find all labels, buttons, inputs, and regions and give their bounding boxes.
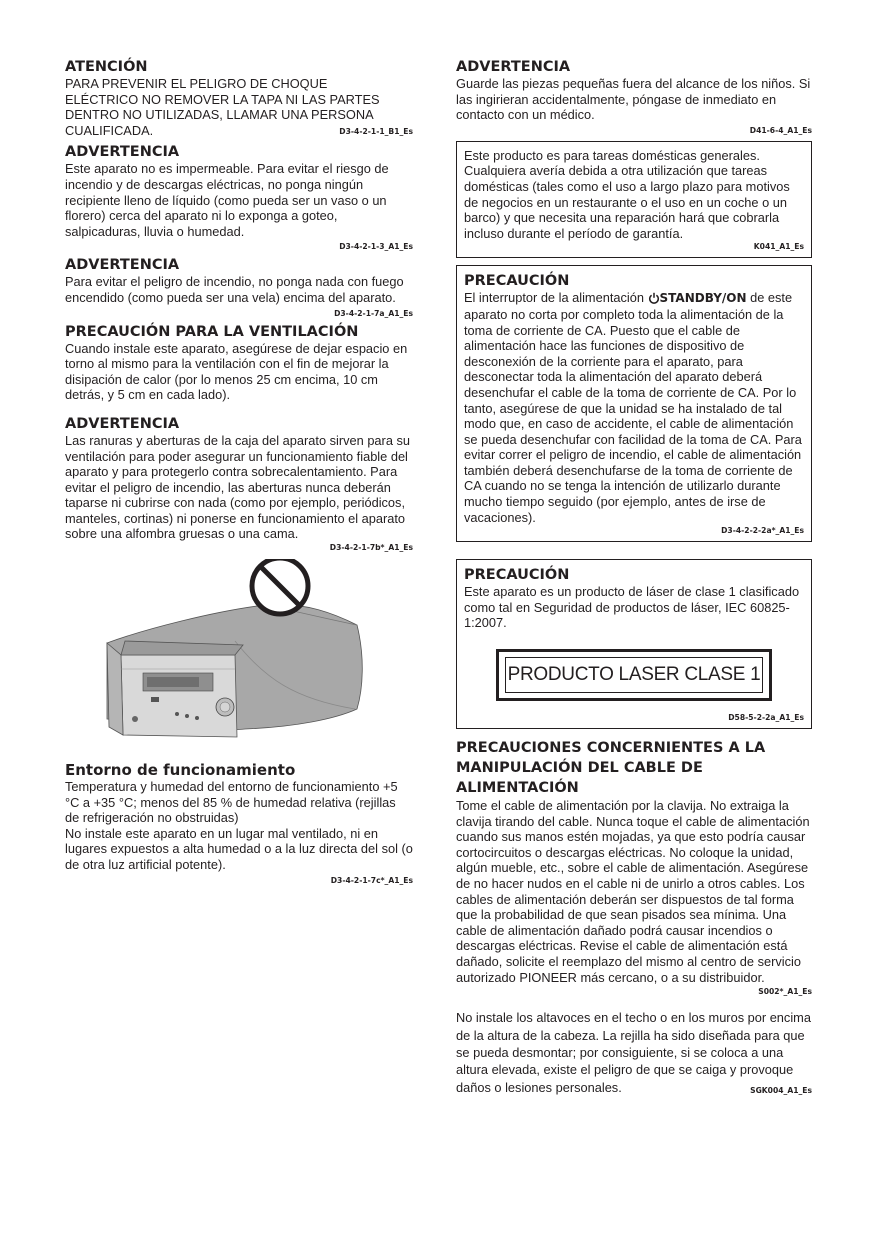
section-text: Este aparato no es impermeable. Para evitar el riesgo de incendio y de descargas eléctricas, no ponga ningún recipiente lleno de líquido (como pueda ser un vaso o un florero) cerca del aparato ni lo exponga a goteo, salpicaduras, lluvia o humedad.: [65, 161, 389, 239]
standby-on-label: STANDBY/ON: [659, 291, 747, 306]
power-cord-section: [456, 738, 812, 997]
atencion-section: [65, 58, 413, 137]
ventilacion-section: [65, 323, 413, 403]
section-title: ADVERTENCIA: [65, 144, 180, 161]
section-text: Temperatura y humedad del entorno de funcionamiento +5 °C a +35 °C; menos del 85 % de humedad relativa (rejillas de refrigeración no obstruidas): [65, 779, 398, 826]
section-title: ATENCIÓN: [65, 59, 148, 75]
section-text-pre: El interruptor de la alimentación: [464, 290, 648, 306]
section-text: Este producto es para tareas domésticas generales. Cualquiera avería debida a otra utilización que tareas domésticas (tales como el uso a largo plazo para motivos de negocios en un restaurante o el uso en un coche o un barco) y que necesita una reparación hará que cobrarla incluso durante el período de garantía.: [464, 147, 790, 241]
section-title: ADVERTENCIA: [456, 59, 571, 75]
laser-class-label-text: PRODUCTO LASER CLASE 1: [505, 657, 763, 693]
section-title: PRECAUCIONES CONCERNIENTES A LA MANIPULACIÓN DEL CABLE DE ALIMENTACIÓN: [456, 740, 766, 797]
domestic-use-box: [456, 141, 812, 259]
reference-code: D3-4-2-1-7b*_A1_Es: [329, 543, 413, 553]
speakers-section: [456, 1009, 812, 1096]
entorno-section: [65, 761, 413, 886]
left-column: [65, 58, 413, 886]
reference-code: D3-4-2-1-1_B1_Es: [339, 127, 413, 137]
right-column: [456, 58, 812, 1096]
section-text: Las ranuras y aberturas de la caja del aparato sirven para su ventilación para poder asegurar un funcionamiento fiable del aparato y para protegerlo contra sobrecalentamiento. Para evitar el peligro de incendio, las aberturas nunca deberán taparse ni cubrirse con nada (como por ejemplo, periódicos, manteles, cortinas) ni ponerse en funcionamiento el aparato sobre una alfombra gruesas o una cama.: [65, 432, 411, 542]
section-title: ADVERTENCIA: [65, 257, 180, 274]
standby-caution-box: [456, 265, 812, 542]
reference-code: D3-4-2-1-3_A1_Es: [339, 242, 413, 252]
reference-code: D3-4-2-1-7a_A1_Es: [334, 308, 413, 318]
section-text: No instale los altavoces en el techo o en los muros por encima de la altura de la cabeza. La rejilla ha sido diseñada para que se pueda desmontar; por consiguiente, si se coloca a una altura elevada, existe el peligro de que se caiga y provoque daños o lesiones personales.: [456, 1010, 811, 1095]
advertencia-small-parts-section: [456, 58, 812, 136]
advertencia-water-section: [65, 143, 413, 252]
section-title: Entorno de funcionamiento: [65, 761, 296, 780]
section-text: [464, 290, 804, 525]
laser-caution-box: [456, 559, 812, 729]
section-title: PRECAUCIÓN: [464, 273, 570, 290]
reference-code: D58-5-2-2a_A1_Es: [728, 713, 804, 723]
section-text: Guarde las piezas pequeñas fuera del alcance de los niños. Si las ingirieran accidentalmente, póngase de inmediato en contacto con un médico.: [456, 76, 811, 123]
section-title: PRECAUCIÓN: [464, 567, 570, 584]
section-text: Este aparato es un producto de láser de clase 1 clasificado como tal en Seguridad de productos de láser, IEC 60825-1:2007.: [464, 584, 800, 631]
section-text: Para evitar el peligro de incendio, no ponga nada con fuego encendido (como pueda ser una vela) encima del aparato.: [65, 274, 404, 305]
laser-class-label: [496, 649, 772, 701]
section-text-2: No instale este aparato en un lugar mal ventilado, ni en lugares expuestos a alta humedad o a la luz directa del sol (o de otra luz artificial potente).: [65, 825, 413, 873]
section-text: Tome el cable de alimentación por la clavija. No extraiga la clavija tirando del cable. Nunca toque el cable de alimentación cuando sus manos estén mojadas, ya que esto podría causar cortocircuitos o descargas eléctricas. No coloque la unidad, algún mueble, etc., sobre el cable de alimentación. Asegúrese de no hacer nudos en el cable ni de unirlo a otros cables. Los cables de alimentación deberán ser dispuestos de tal forma que la probabilidad de que sean pisados sea mínima. Una cable de alimentación dañado podrá causar incendios o descargas eléctricas. Revise el cable de alimentación está dañado, solicite el reemplazo del mismo al centro de servicio autorizado PIONEER más cercano, o a su distribuidor.: [456, 798, 810, 985]
advertencia-fire-section: [65, 256, 413, 318]
reference-code: K041_A1_Es: [753, 242, 804, 252]
reference-code: D3-4-2-1-7c*_A1_Es: [330, 875, 413, 885]
section-title: ADVERTENCIA: [65, 415, 180, 432]
power-icon: [648, 292, 660, 304]
section-text: Cuando instale este aparato, asegúrese de dejar espacio en torno al mismo para la ventilación con el fin de mejorar la disipación de calor (por lo menos 25 cm encima, 10 cm detrás, y 5 cm en cada lado).: [65, 340, 408, 403]
covered-device-illustration: [65, 559, 413, 749]
reference-code: S002*_A1_Es: [758, 987, 812, 997]
reference-code: SGK004_A1_Es: [750, 1086, 812, 1096]
section-title: PRECAUCIÓN PARA LA VENTILACIÓN: [65, 323, 359, 340]
reference-code: D3-4-2-2-2a*_A1_Es: [721, 526, 804, 536]
section-text: PARA PREVENIR EL PELIGRO DE CHOQUE ELÉCTRICO NO REMOVER LA TAPA NI LAS PARTES DENTRO NO UTILIZADAS, LLAMAR UNA PERSONA CUALIFICADA.: [65, 76, 380, 138]
advertencia-openings-section: [65, 415, 413, 553]
reference-code: D41-6-4_A1_Es: [749, 125, 812, 135]
section-text-post: de este aparato no corta por completo toda la alimentación de la toma de corriente de CA. Puesto que el cable de alimentación hace las funciones de dispositivo de desconexión de la corriente para el aparato, para desconectar toda la alimentación del aparato deberá desenchufar el cable de la toma de corriente de CA. Por lo tanto, asegúrese de que la unidad se ha instalado de tal modo que, en caso de accidente, el cable de alimentación se pueda desenchufar con facilidad de la toma de CA. Para evitar correr el peligro de incendio, el cable de alimentación también deberá desenchufarse de la toma de corriente de CA cuando no se tenga la intención de utilizarlo durante mucho tiempo seguido (por ejemplo, antes de irse de vacaciones).: [464, 290, 802, 525]
